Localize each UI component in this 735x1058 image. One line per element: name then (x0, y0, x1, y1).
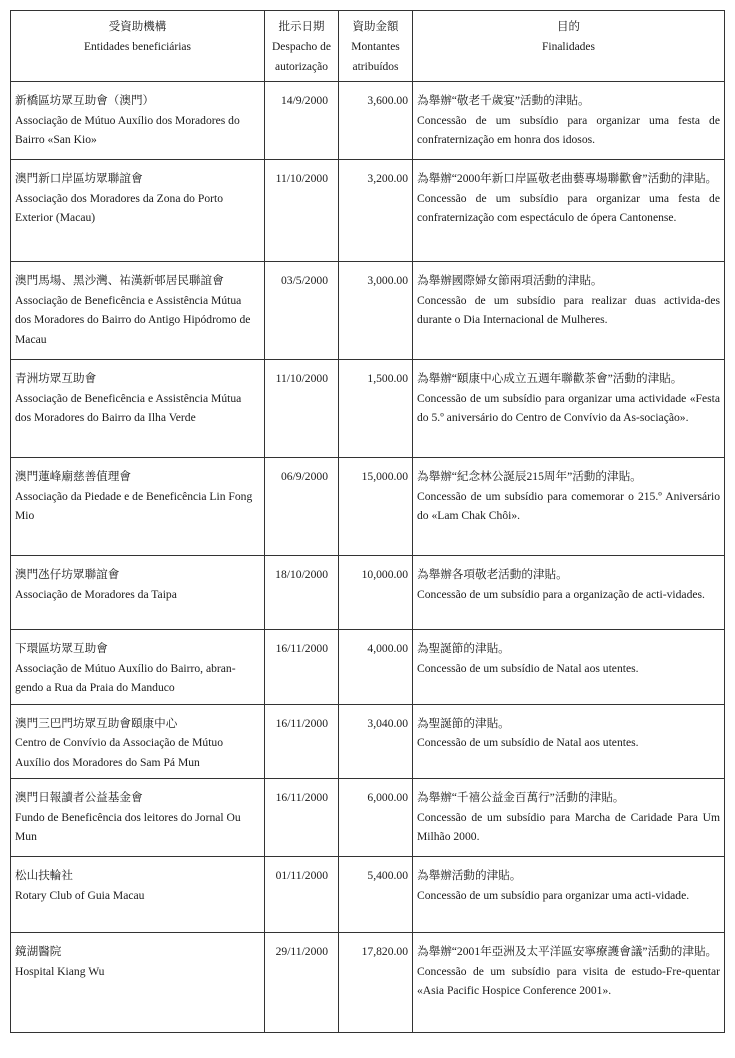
purpose-pt: Concessão de um subsídio para realizar duas activida-des durante o Dia Internacional de Mulheres. (417, 293, 720, 326)
purpose-zh: 為舉辦“頤康中心成立五週年聯歡茶會”活動的津貼。 (417, 372, 683, 385)
purpose-cell (413, 160, 725, 262)
entity-cell (11, 160, 265, 262)
entity-cell (11, 360, 265, 458)
purpose-cell (413, 933, 725, 1033)
purpose-zh: 為舉辦“2000年新口岸區敬老曲藝專場聯歡會”活動的津貼。 (417, 172, 718, 185)
entity-cell (11, 556, 265, 630)
header-date-pt-line1: Despacho de (271, 41, 332, 53)
entity-name-pt: Associação de Beneficência e Assistência Mútua dos Moradores do Bairro do Antigo Hipódromo de Macau (15, 293, 251, 346)
purpose-cell (413, 857, 725, 933)
table-row (11, 262, 725, 360)
entity-name-zh: 澳門三巴門坊眾互助會頤康中心 (15, 716, 178, 730)
table-row (11, 458, 725, 556)
amount-cell: 6,000.00 (339, 779, 413, 857)
purpose-zh: 為舉辦活動的津貼。 (417, 869, 522, 882)
purpose-zh: 為舉辦“千禧公益金百萬行”活動的津貼。 (417, 791, 625, 804)
header-amount (339, 11, 413, 82)
date-cell: 16/11/2000 (265, 779, 339, 857)
entity-name-pt: Associação de Mútuo Auxílio do Bairro, abran-gendo a Rua da Praia do Manduco (15, 661, 236, 694)
table-row (11, 556, 725, 630)
entity-cell (11, 704, 265, 779)
header-purpose-zh: 目的 (557, 21, 580, 33)
purpose-pt: Concessão de um subsídio de Natal aos utentes. (417, 661, 639, 675)
entity-name-pt: Associação dos Moradores da Zona do Porto Exterior (Macau) (15, 191, 223, 224)
purpose-zh: 為舉辦“紀念林公誕辰215周年”活動的津貼。 (417, 470, 642, 483)
entity-name-pt: Rotary Club of Guia Macau (15, 888, 145, 902)
entity-name-zh: 澳門馬場、黑沙灣、祐漢新邨居民聯誼會 (15, 274, 224, 287)
amount-cell: 5,400.00 (339, 857, 413, 933)
table-row (11, 630, 725, 705)
entity-cell (11, 82, 265, 160)
date-cell: 01/11/2000 (265, 857, 339, 933)
header-amount-pt-line2: atribuídos (352, 61, 399, 73)
entity-name-zh: 松山扶輪社 (15, 869, 73, 882)
entity-name-zh: 澳門新口岸區坊眾聯誼會 (15, 172, 143, 185)
entity-name-pt: Associação da Piedade e de Beneficência Lin Fong Mio (15, 489, 253, 522)
date-cell: 06/9/2000 (265, 458, 339, 556)
table-row (11, 360, 725, 458)
purpose-cell (413, 262, 725, 360)
header-entities-zh: 受資助機構 (108, 21, 167, 33)
entity-name-zh: 澳門蓮峰廟慈善值理會 (15, 470, 131, 483)
amount-cell: 15,000.00 (339, 458, 413, 556)
purpose-pt: Concessão de um subsídio para organizar uma acti-vidade. (417, 888, 690, 902)
date-cell: 11/10/2000 (265, 160, 339, 262)
purpose-pt: Concessão de um subsídio para organizar uma festa de confraternização em honra dos idosos. (417, 113, 720, 146)
entity-name-pt: Hospital Kiang Wu (15, 964, 105, 978)
purpose-zh: 為聖誕節的津貼。 (417, 642, 510, 655)
table-row (11, 82, 725, 160)
amount-cell: 4,000.00 (339, 630, 413, 705)
purpose-cell (413, 630, 725, 705)
date-cell: 29/11/2000 (265, 933, 339, 1033)
table-row (11, 704, 725, 779)
header-date-pt-line2: autorização (275, 61, 328, 73)
table-row (11, 160, 725, 262)
purpose-cell (413, 556, 725, 630)
header-purpose (413, 11, 725, 82)
table-row (11, 779, 725, 857)
entity-cell (11, 933, 265, 1033)
amount-cell: 1,500.00 (339, 360, 413, 458)
purpose-pt: Concessão de um subsídio para visita de estudo-Fre-quentar «Asia Pacific Hospice Conference 2001». (417, 964, 720, 997)
entity-name-zh: 澳門日報讀者公益基金會 (15, 791, 143, 804)
header-entities-pt: Entidades beneficiárias (84, 41, 191, 53)
entity-cell (11, 262, 265, 360)
header-date (265, 11, 339, 82)
amount-cell: 3,600.00 (339, 82, 413, 160)
date-cell: 14/9/2000 (265, 82, 339, 160)
entity-name-zh: 新橋區坊眾互助會（澳門） (15, 94, 155, 107)
purpose-cell (413, 360, 725, 458)
date-cell: 18/10/2000 (265, 556, 339, 630)
amount-cell: 3,040.00 (339, 704, 413, 779)
purpose-zh: 為舉辦各項敬老活動的津貼。 (417, 568, 568, 581)
entity-cell (11, 630, 265, 705)
purpose-pt: Concessão de um subsídio para organizar uma actividade «Festa do 5.º aniversário do Centro de Convívio da As-sociação». (417, 391, 720, 424)
entity-name-pt: Associação de Beneficência e Assistência Mútua dos Moradores do Bairro da Ilha Verde (15, 391, 242, 424)
header-date-zh: 批示日期 (278, 21, 325, 33)
subsidy-document (10, 10, 724, 1033)
date-cell: 11/10/2000 (265, 360, 339, 458)
table-header-row (11, 11, 725, 82)
amount-cell: 3,200.00 (339, 160, 413, 262)
entity-name-pt: Associação de Moradores da Taipa (15, 587, 177, 601)
amount-cell: 3,000.00 (339, 262, 413, 360)
header-amount-zh: 資助金額 (352, 21, 399, 33)
date-cell: 03/5/2000 (265, 262, 339, 360)
purpose-pt: Concessão de um subsídio de Natal aos utentes. (417, 736, 639, 749)
entity-name-zh: 澳門氹仔坊眾聯誼會 (15, 568, 120, 581)
header-amount-pt-line1: Montantes (351, 41, 400, 53)
entity-name-pt: Fundo de Beneficência dos leitores do Jornal Ou Mun (15, 810, 241, 843)
purpose-cell (413, 458, 725, 556)
entity-cell (11, 779, 265, 857)
amount-cell: 10,000.00 (339, 556, 413, 630)
subsidy-table (10, 10, 725, 1033)
entity-name-zh: 青洲坊眾互助會 (15, 372, 97, 385)
entity-cell (11, 458, 265, 556)
entity-name-pt: Centro de Convívio da Associação de Mútuo Auxílio dos Moradores do Sam Pá Mun (15, 736, 224, 769)
header-entities (11, 11, 265, 82)
purpose-cell (413, 82, 725, 160)
date-cell: 16/11/2000 (265, 630, 339, 705)
purpose-zh: 為舉辦“敬老千歲宴”活動的津貼。 (417, 94, 590, 107)
entity-name-pt: Associação de Mútuo Auxílio dos Moradores do Bairro «San Kio» (15, 113, 240, 146)
purpose-zh: 為聖誕節的津貼。 (417, 716, 510, 730)
date-cell: 16/11/2000 (265, 704, 339, 779)
purpose-zh: 為舉辦國際婦女節兩項活動的津貼。 (417, 274, 603, 287)
amount-cell: 17,820.00 (339, 933, 413, 1033)
purpose-cell (413, 704, 725, 779)
table-row (11, 933, 725, 1033)
purpose-pt: Concessão de um subsídio para comemorar o 215.º Aniversário do «Lam Chak Chôi». (417, 489, 720, 522)
purpose-pt: Concessão de um subsídio para a organização de acti-vidades. (417, 587, 705, 601)
purpose-pt: Concessão de um subsídio para Marcha de Caridade Para Um Milhão 2000. (417, 810, 720, 843)
purpose-zh: 為舉辦“2001年亞洲及太平洋區安寧療護會議”活動的津貼。 (417, 945, 718, 958)
table-row (11, 857, 725, 933)
header-purpose-pt: Finalidades (541, 41, 596, 53)
purpose-cell (413, 779, 725, 857)
entity-name-zh: 鏡湖醫院 (15, 945, 62, 958)
entity-cell (11, 857, 265, 933)
entity-name-zh: 下環區坊眾互助會 (15, 642, 108, 655)
purpose-pt: Concessão de um subsídio para organizar uma festa de confraternização com espectáculo de ópera Cantonense. (417, 191, 720, 224)
